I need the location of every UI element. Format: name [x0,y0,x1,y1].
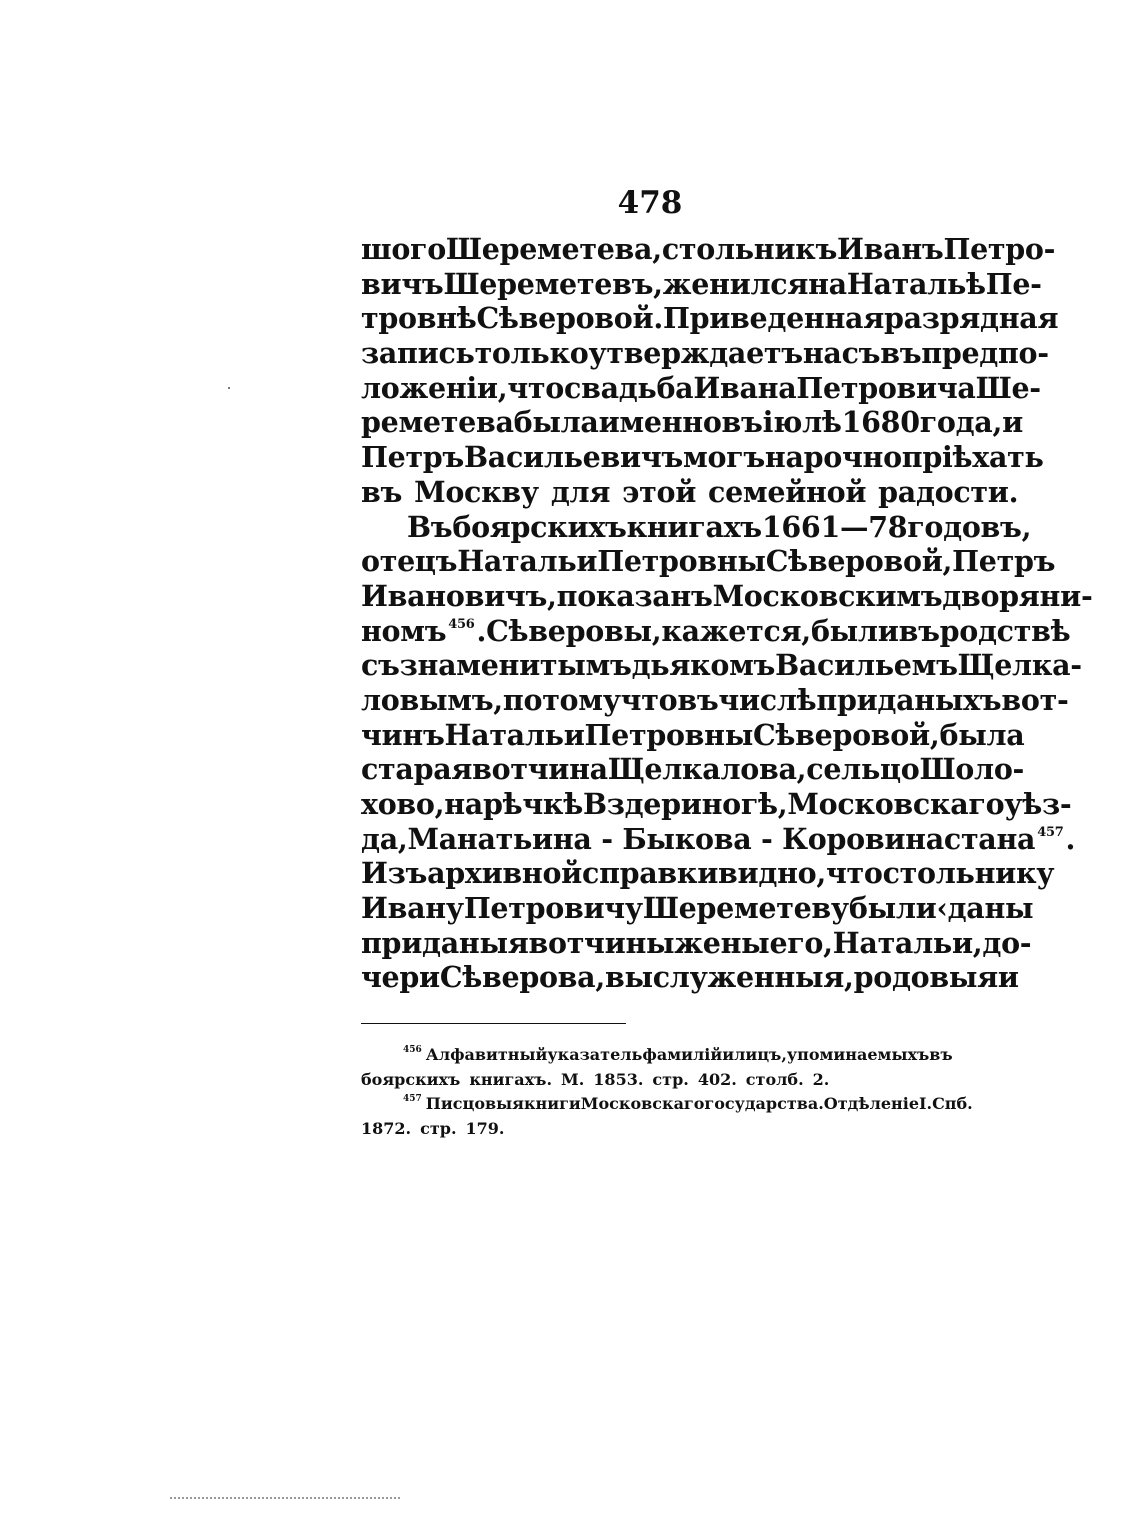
word: стольнику [882,856,1055,891]
text-line [361,370,1041,406]
word: Коровина [782,821,944,856]
hyphen: - [760,821,773,856]
word: что [620,682,678,717]
word: 2. [812,1069,830,1089]
word: вот- [1001,682,1069,717]
word: книги [523,1094,581,1114]
word: Москву [414,474,539,509]
footnote-separator [361,1023,626,1024]
word: пріѣхать [901,440,1044,475]
footnote-line [361,1117,941,1142]
word: въ [677,682,719,717]
word: Сѣверовой. [476,301,663,336]
word: Сѣверовы, [486,613,662,648]
word: Петровича [796,370,976,405]
word: на [444,787,483,821]
word: женился [662,266,809,301]
word: Петровны [584,717,754,752]
word: и [1002,405,1023,440]
word: іюлѣ [762,405,842,440]
text-line [361,440,1044,475]
word: Шереметеву [642,891,849,926]
word: упоминаемыхъ [786,1045,930,1064]
word: — [839,509,869,544]
word: родствѣ [939,613,1071,648]
word: кажется, [661,613,811,648]
word: архивной [427,856,583,891]
word: свадьба [564,370,694,405]
page-number: 478 [617,185,683,221]
word [944,822,1075,857]
word: до- [982,925,1032,960]
word: Петровичу [463,891,643,926]
text-line [361,405,1023,440]
word: радости. [878,474,1019,509]
word: его, [769,925,833,960]
word: могъ [682,440,765,475]
word: Ивана [693,370,797,405]
footnote-ref: 456 [448,616,475,632]
footnotes [361,1043,973,1141]
body-text [361,232,1093,995]
word: Натальѣ [846,266,986,301]
word: Алфавитный [425,1045,548,1064]
word: въ [898,613,940,648]
word: были [848,891,937,926]
text-line [361,925,1032,961]
word: были [810,613,899,648]
word: была [939,717,1025,752]
word: Щелкалова, [607,752,807,787]
word: приданыя [361,925,529,960]
word: числѣ [718,682,817,717]
footnote-line [361,1092,973,1117]
word: І. [919,1094,933,1114]
word: Московскаго [580,1094,705,1114]
word: книгахъ [626,509,762,544]
footnote-line [361,1068,941,1093]
word: Сѣверова, [439,960,605,995]
word: Московскаго [787,787,1005,821]
word: Пе- [985,266,1042,301]
text-line [361,752,1025,787]
word: Московскимъ [712,578,943,613]
word: Приведенная [662,301,884,336]
word: утверждаетъ [588,336,803,371]
word: 78 [868,509,908,544]
footnote-ref: 457 [1037,824,1064,840]
word: номъ [361,613,447,648]
word: указатель [547,1045,643,1064]
word: насъ [802,336,881,371]
word: въ [361,474,403,509]
word: видно, [718,856,826,891]
word: Васильевичъ [464,440,683,475]
word: предпо- [921,336,1049,371]
word: родовыя [853,960,998,995]
word: Петро- [943,232,1056,266]
word: фамилій [642,1045,723,1064]
word: рѣчкѣ [482,787,583,821]
word: Петръ [952,544,1056,579]
word: потому [502,682,621,717]
text-line [361,509,1032,545]
word: Сѣверовой, [753,717,940,752]
word: 1872. [361,1118,412,1138]
hyphen: - [601,821,613,856]
text-line [361,474,1019,510]
word: Отдѣленіе [823,1094,919,1114]
word: приданыхъ [816,682,1002,717]
word: 1661 [761,509,840,544]
word: Петровны [597,544,766,579]
word: ловымъ, [361,682,503,717]
word: Натальи [457,544,598,579]
word: вотчина [472,752,608,787]
word: нарочно [764,440,902,475]
word: Ивановичъ, [361,578,557,613]
word: чери [361,960,440,995]
word: боярскихъ [452,509,627,544]
word: стана [943,821,1036,856]
word [361,614,486,649]
word: что [825,856,883,891]
word: справки [582,856,719,891]
word: выслуженныя, [604,960,854,995]
word: уѣз- [1004,787,1072,821]
word: Ше- [975,370,1041,405]
footnote-line [361,1043,953,1068]
text-line [361,856,1055,891]
word: Васильемъ [775,648,958,683]
word: Спб. [932,1094,973,1114]
word: М. [561,1069,585,1089]
word [403,1092,524,1117]
word: именно [598,405,722,440]
text-line [361,578,1093,614]
word: Писцовыя [425,1094,524,1114]
text-line [361,787,1072,822]
word: реметева [361,405,514,440]
scan-speck [228,387,230,389]
word: Щелка- [957,648,1082,683]
word: дворяни- [942,578,1093,613]
word: въ [721,405,763,440]
word: Натальи [444,717,585,752]
word: вичъ [361,266,444,301]
text-line [361,891,1034,926]
word: что [507,370,565,405]
footnote-number: 457 [403,1094,422,1105]
word: старая [361,752,473,787]
word: Вздериногѣ, [582,787,788,821]
word: хово, [361,787,445,821]
text-line [361,960,1019,995]
text-line [361,336,1049,371]
word: жены [674,925,770,960]
text-line [361,821,1076,857]
word: сельцо [806,752,920,787]
word: Сѣверовой, [765,544,953,579]
word: шого [361,232,446,266]
word: ‹даны [936,891,1034,926]
word [403,1043,547,1068]
word: Изъ [361,856,428,891]
text-line [361,544,1056,579]
text-line [361,301,1059,336]
word: Быкова [622,821,752,856]
word: на [808,266,847,301]
word: Ивану [361,891,464,926]
word: этой [622,474,697,509]
word: въ [880,336,922,371]
word: ложеніи, [361,370,508,405]
word: 1680 [841,405,920,440]
word: знаменитымъ [399,648,632,683]
text-line [361,613,1071,649]
word: Манатьина [407,821,592,856]
word: государства. [704,1094,824,1114]
word: для [550,474,611,509]
word: показанъ [556,578,713,613]
word: книгахъ. [469,1069,553,1089]
word: лицъ, [734,1045,787,1064]
word: боярскихъ [361,1069,461,1089]
word: стр. [652,1069,689,1089]
word: вотчины [528,925,675,960]
text-line [361,648,1082,683]
word: 402. [697,1069,737,1089]
text-line [361,682,1069,718]
word: Натальи, [832,925,983,960]
word: разрядная [883,301,1059,336]
word: съ [361,648,400,683]
text-line [361,717,1025,753]
word: только [474,336,589,371]
word: Шереметева, [445,232,662,266]
footnote-number: 456 [403,1045,422,1055]
word: . [476,613,487,648]
word: Въ [407,509,453,544]
word: Петръ [361,440,464,475]
word: столб. [745,1069,804,1089]
word: и [997,960,1019,995]
word: 179. [465,1118,505,1138]
word: отецъ [361,544,458,579]
word: Иванъ [837,232,944,266]
text-line [361,266,1042,302]
word: семейной [708,474,867,509]
word: 1853. [593,1069,644,1089]
word: да, [361,821,408,856]
word: . [1065,821,1076,856]
word: чинъ [361,717,445,752]
word: дьякомъ [631,648,776,683]
word: и [722,1045,735,1064]
word: тровнѣ [361,301,477,336]
scan-noise [170,1497,400,1502]
word: запись [361,336,475,371]
word [407,822,943,857]
text-line [361,232,1056,267]
word: стольникъ [661,232,838,266]
word: года, [919,405,1003,440]
word: была [513,405,599,440]
word: въ [929,1045,953,1064]
word: стр. [420,1118,457,1138]
word: Шереметевъ, [443,266,663,301]
word: Шоло- [919,752,1025,787]
word: годовъ, [907,509,1032,544]
